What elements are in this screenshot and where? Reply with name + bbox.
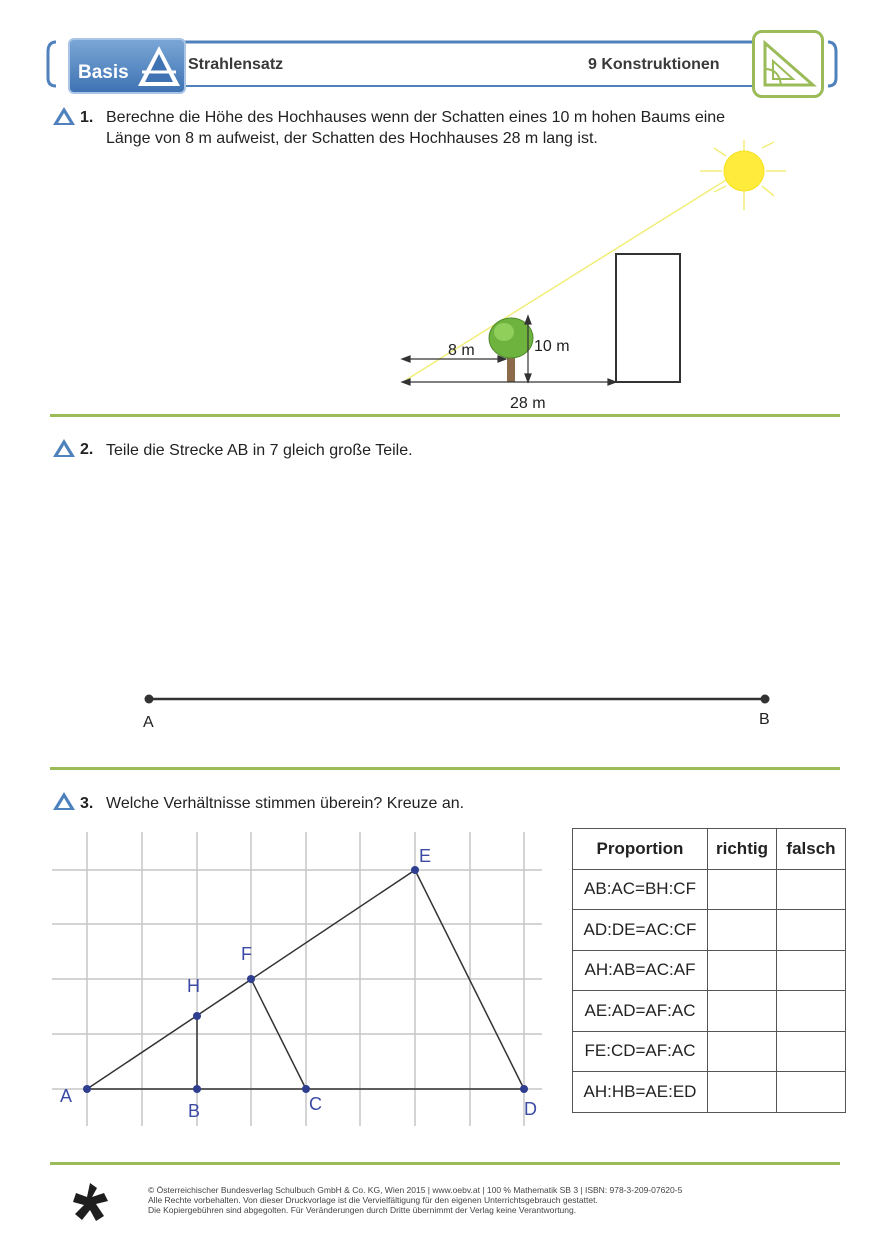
header-chapter: 9 Konstruktionen [588, 56, 720, 73]
richtig-checkbox-cell[interactable] [708, 1031, 777, 1072]
task3-level-icon [52, 791, 76, 811]
table-row [573, 1031, 846, 1072]
triangle-label-h: H [187, 976, 200, 996]
triangle-figure [52, 832, 552, 1128]
falsch-checkbox-cell[interactable] [777, 910, 846, 951]
task1-text-line1: Berechne die Höhe des Hochhauses wenn der Schatten eines 10 m hohen Baums eine [106, 109, 726, 126]
point-b-marker [193, 1085, 201, 1093]
task1-level-icon [52, 106, 76, 126]
tree-icon [489, 318, 533, 382]
label-tree-height: 10 m [534, 338, 570, 355]
table-row [573, 910, 846, 951]
proportion-table [572, 828, 846, 1113]
proportion-cell: AH:HB=AE:ED [573, 1072, 708, 1113]
table-row [573, 869, 846, 910]
table-header-richtig: richtig [708, 829, 777, 870]
task1-text-line2: Länge von 8 m aufweist, der Schatten des Hochhauses 28 m lang ist. [106, 130, 598, 147]
point-f-marker [247, 975, 255, 983]
triangle-label-a: A [60, 1086, 73, 1106]
proportion-cell: AE:AD=AF:AC [573, 991, 708, 1032]
triangle-label-c: C [309, 1094, 322, 1114]
point-b-label: B [759, 711, 770, 728]
triangle-label-f: F [241, 944, 252, 964]
richtig-checkbox-cell[interactable] [708, 910, 777, 951]
set-square-icon [755, 33, 821, 95]
table-row [573, 1072, 846, 1113]
proportion-cell: AB:AC=BH:CF [573, 869, 708, 910]
footer-line3: Die Kopiergebühren sind abgegolten. Für Veränderungen durch Dritte übernimmt der Verlag keine Verantwortung. [148, 1205, 577, 1215]
table-row [573, 950, 846, 991]
point-a-marker [83, 1085, 91, 1093]
section-divider-1 [50, 414, 840, 417]
proportion-cell: AH:AB=AC:AF [573, 950, 708, 991]
section-divider-2 [50, 767, 840, 770]
label-building-shadow: 28 m [510, 395, 546, 412]
footer-line1: © Österreichischer Bundesverlag Schulbuch GmbH & Co. KG, Wien 2015 | www.oebv.at | 100 % Mathematik SB 3 | ISBN: 978-3-209-07620-5 [148, 1185, 683, 1195]
point-e-marker [411, 866, 419, 874]
proportion-cell: AD:DE=AC:CF [573, 910, 708, 951]
building [616, 254, 680, 382]
richtig-checkbox-cell[interactable] [708, 1072, 777, 1113]
task2-level-icon [52, 438, 76, 458]
richtig-checkbox-cell[interactable] [708, 991, 777, 1032]
segment-ab [140, 690, 780, 710]
footer-line2: Alle Rechte vorbehalten. Von dieser Druckvorlage ist die Vervielfältigung für den eigenen Unterrichtsgebrauch gestattet. [148, 1195, 598, 1205]
point-c-marker [302, 1085, 310, 1093]
table-header-falsch: falsch [777, 829, 846, 870]
basis-badge [68, 38, 186, 94]
falsch-checkbox-cell[interactable] [777, 1031, 846, 1072]
label-tree-shadow: 8 m [448, 342, 475, 359]
triangle-label-e: E [419, 846, 432, 866]
header-title: Strahlensatz [188, 56, 284, 73]
table-header-proportion: Proportion [573, 829, 708, 870]
task3-number: 3. [80, 795, 94, 812]
point-d-marker [520, 1085, 528, 1093]
point-b-dot [761, 695, 770, 704]
task2-text: Teile die Strecke AB in 7 gleich große Teile. [106, 442, 413, 459]
point-h-marker [193, 1012, 201, 1020]
task2-number: 2. [80, 441, 94, 458]
falsch-checkbox-cell[interactable] [777, 869, 846, 910]
publisher-logo-icon [70, 1180, 114, 1224]
point-a-dot [145, 695, 154, 704]
triangle-label-d: D [524, 1099, 537, 1119]
task3-text: Welche Verhältnisse stimmen überein? Kreuze an. [106, 795, 465, 812]
falsch-checkbox-cell[interactable] [777, 1072, 846, 1113]
shadow-diagram [390, 140, 810, 420]
proportion-cell: FE:CD=AF:AC [573, 1031, 708, 1072]
falsch-checkbox-cell[interactable] [777, 950, 846, 991]
section-divider-3 [50, 1162, 840, 1165]
triangle-label-b: B [188, 1101, 201, 1121]
table-header-row [573, 829, 846, 870]
richtig-checkbox-cell[interactable] [708, 869, 777, 910]
set-square-badge [752, 30, 824, 98]
richtig-checkbox-cell[interactable] [708, 950, 777, 991]
pyramid-icon [134, 42, 184, 90]
sun-icon [700, 140, 786, 210]
point-a-label: A [143, 714, 154, 731]
footer [148, 1185, 848, 1215]
falsch-checkbox-cell[interactable] [777, 991, 846, 1032]
task1-number: 1. [80, 109, 94, 126]
basis-label: Basis [78, 62, 129, 83]
table-row [573, 991, 846, 1032]
